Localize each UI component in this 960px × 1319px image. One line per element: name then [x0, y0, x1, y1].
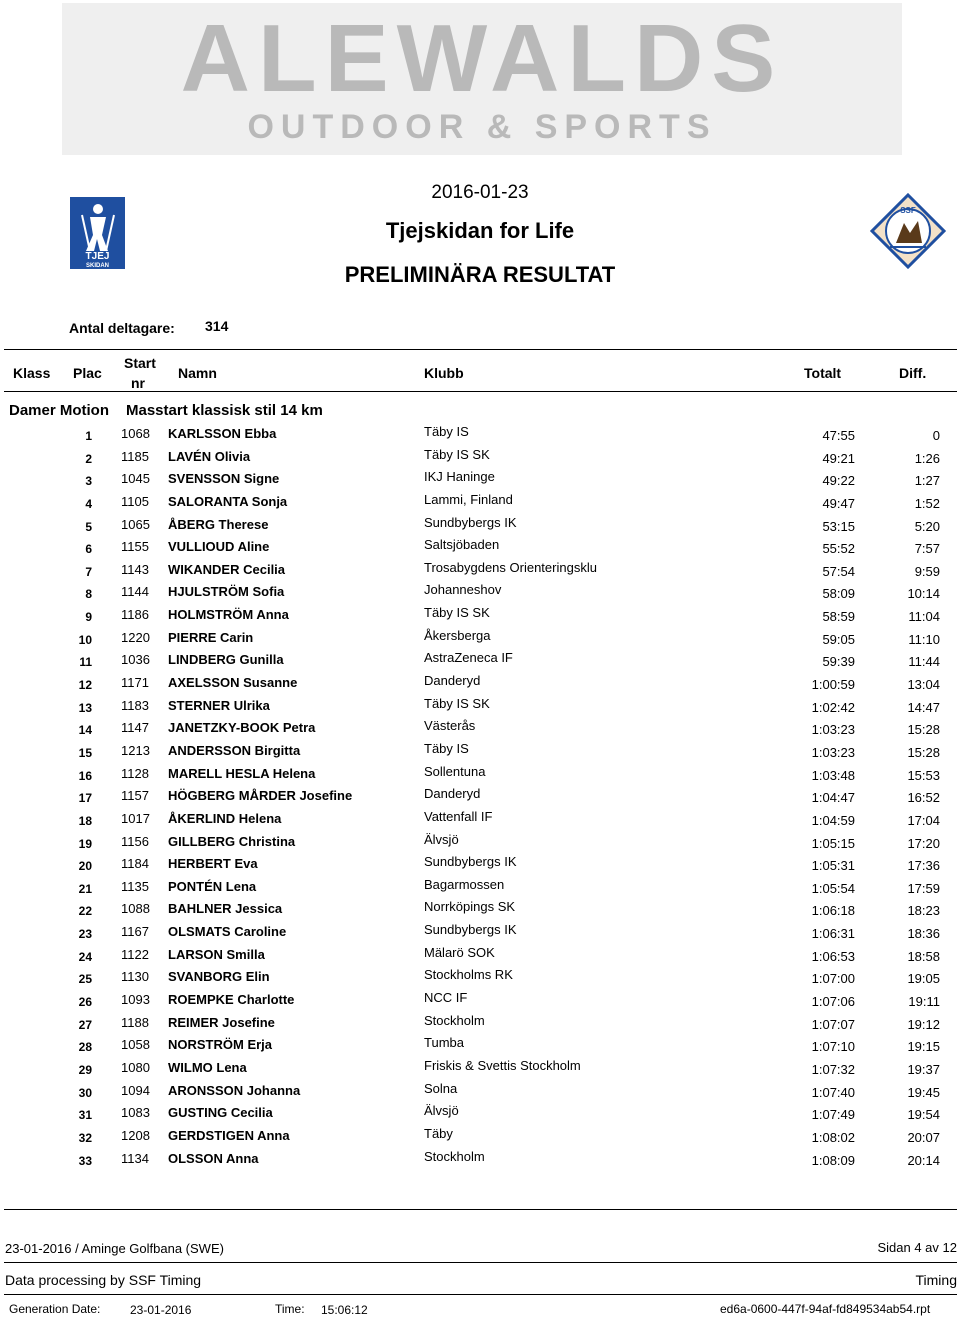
row-total-time: 1:04:47: [811, 790, 855, 806]
col-start-line1: Start: [124, 355, 156, 371]
row-diff: 19:37: [907, 1061, 940, 1077]
row-place: 21: [78, 881, 92, 896]
col-plac: Plac: [73, 365, 102, 381]
row-club: Täby IS SK: [424, 446, 490, 462]
row-place: 19: [78, 836, 92, 851]
row-start-number: 1188: [121, 1014, 149, 1030]
footer-processing: Data processing by SSF Timing: [5, 1272, 202, 1288]
row-club: Danderyd: [424, 786, 481, 802]
row-start-number: 1147: [121, 720, 149, 736]
col-klass: Klass: [13, 365, 51, 381]
table-row: [0, 875, 960, 898]
row-place: 28: [78, 1040, 92, 1055]
table-row: [0, 1079, 960, 1102]
table-row: [0, 852, 960, 875]
row-total-time: 1:05:31: [811, 858, 855, 874]
row-start-number: 1122: [121, 946, 149, 962]
row-place: 22: [78, 904, 92, 919]
logo-ssf-text: SSF: [900, 206, 916, 215]
row-club: Täby IS SK: [424, 695, 490, 711]
event-title: Tjejskidan for Life: [385, 218, 575, 243]
row-diff: 9:59: [914, 563, 940, 579]
row-place: 2: [85, 451, 92, 466]
row-place: 11: [79, 655, 92, 670]
row-start-number: 1080: [121, 1059, 150, 1075]
row-total-time: 1:06:31: [811, 926, 855, 942]
row-place: 3: [85, 474, 92, 489]
row-start-number: 1144: [121, 584, 149, 600]
row-name: WIKANDER Cecilia: [168, 561, 286, 577]
row-place: 23: [78, 927, 92, 942]
row-total-time: 1:07:49: [811, 1107, 855, 1123]
footer-generation-label: Generation Date:: [9, 1302, 101, 1316]
event-date: 2016-01-23: [431, 182, 529, 203]
sponsor-banner: [62, 3, 902, 155]
row-club: Sollentuna: [424, 763, 486, 779]
row-club: Älvsjö: [424, 831, 459, 847]
row-diff: 7:57: [914, 541, 940, 557]
col-namn: Namn: [178, 365, 217, 381]
row-start-number: 1128: [121, 765, 149, 781]
table-row: [0, 671, 960, 694]
row-name: WILMO Lena: [168, 1059, 247, 1075]
row-start-number: 1183: [121, 697, 149, 713]
row-diff: 1:27: [914, 473, 940, 489]
row-name: MARELL HESLA Helena: [168, 765, 316, 781]
row-diff: 13:04: [907, 677, 940, 693]
row-total-time: 1:07:32: [811, 1061, 855, 1077]
col-start-line2: nr: [131, 375, 145, 391]
table-row: [0, 445, 960, 468]
row-total-time: 58:59: [822, 609, 855, 625]
table-row: [0, 988, 960, 1011]
logo-tjej-text: TJEJ: [85, 251, 110, 262]
banner-title: ALEWALDS: [180, 5, 784, 112]
row-club: Norrköpings SK: [424, 899, 516, 915]
row-total-time: 1:07:06: [811, 994, 855, 1010]
row-diff: 20:14: [907, 1152, 940, 1168]
row-name: STERNER Ulrika: [168, 697, 270, 713]
row-name: SALORANTA Sonja: [168, 493, 288, 509]
row-start-number: 1083: [121, 1105, 150, 1121]
row-start-number: 1094: [121, 1082, 150, 1098]
row-start-number: 1156: [121, 833, 149, 849]
row-start-number: 1065: [121, 516, 150, 532]
row-total-time: 1:03:48: [811, 767, 855, 783]
header-rule-top: [4, 349, 957, 350]
row-start-number: 1045: [121, 471, 150, 487]
table-row: [0, 603, 960, 626]
row-club: AstraZeneca IF: [424, 650, 513, 666]
row-name: SVANBORG Elin: [168, 969, 270, 985]
row-diff: 1:52: [914, 495, 940, 511]
row-name: HERBERT Eva: [168, 856, 258, 872]
row-start-number: 1155: [121, 539, 149, 555]
row-club: Mälarö SOK: [424, 944, 495, 960]
table-row: [0, 490, 960, 513]
row-start-number: 1058: [121, 1037, 150, 1053]
row-total-time: 1:05:15: [811, 835, 855, 851]
row-name: BAHLNER Jessica: [168, 901, 283, 917]
row-name: REIMER Josefine: [168, 1014, 275, 1030]
header-rule-bottom: [4, 391, 957, 392]
row-start-number: 1185: [121, 448, 149, 464]
row-club: Johanneshov: [424, 582, 502, 598]
table-row: [0, 580, 960, 603]
row-diff: 20:07: [907, 1129, 940, 1145]
row-start-number: 1105: [121, 493, 149, 509]
footer-rule-2: [4, 1262, 957, 1263]
row-place: 17: [78, 791, 92, 806]
row-club: Danderyd: [424, 673, 481, 689]
row-total-time: 1:02:42: [811, 699, 855, 715]
row-total-time: 1:03:23: [811, 722, 855, 738]
row-name: PIERRE Carin: [168, 629, 254, 645]
row-total-time: 55:52: [822, 541, 855, 557]
row-diff: 19:05: [907, 971, 940, 987]
row-diff: 18:36: [907, 926, 940, 942]
row-place: 15: [78, 745, 92, 760]
results-table: [0, 422, 960, 1169]
row-diff: 1:26: [914, 450, 940, 466]
row-diff: 15:28: [907, 722, 940, 738]
row-name: GUSTING Cecilia: [168, 1105, 273, 1121]
row-diff: 17:36: [907, 858, 940, 874]
row-name: LAVÉN Olivia: [168, 448, 251, 464]
row-place: 26: [78, 995, 92, 1010]
row-club: Trosabygdens Orienteringsklu: [424, 559, 597, 575]
row-name: NORSTRÖM Erja: [168, 1037, 273, 1053]
row-diff: 14:47: [907, 699, 940, 715]
footer-date-location: 23-01-2016 / Aminge Golfbana (SWE): [5, 1241, 224, 1256]
row-name: SVENSSON Signe: [168, 471, 280, 487]
row-name: LARSON Smilla: [168, 946, 265, 962]
row-club: Saltsjöbaden: [424, 537, 500, 553]
row-club: Täby IS: [424, 424, 469, 439]
row-start-number: 1171: [121, 675, 149, 691]
row-place: 31: [78, 1108, 92, 1123]
row-name: ÅKERLIND Helena: [168, 810, 282, 826]
footer-timing: Timing: [915, 1272, 957, 1288]
row-total-time: 59:39: [822, 654, 855, 670]
table-row: [0, 897, 960, 920]
row-diff: 11:10: [908, 631, 940, 647]
row-club: Åkersberga: [424, 627, 491, 643]
table-row: [0, 943, 960, 966]
row-name: PONTÉN Lena: [168, 878, 257, 894]
row-start-number: 1068: [121, 426, 150, 441]
participants-label: Antal deltagare:: [69, 320, 175, 336]
row-total-time: 58:09: [822, 586, 855, 602]
row-club: NCC IF: [424, 990, 468, 1006]
row-place: 33: [78, 1153, 92, 1168]
row-diff: 19:45: [907, 1084, 940, 1100]
row-club: Sundbybergs IK: [424, 514, 517, 530]
row-place: 4: [85, 496, 92, 511]
row-start-number: 1220: [121, 629, 150, 645]
row-total-time: 57:54: [822, 563, 855, 579]
table-row: [0, 965, 960, 988]
row-total-time: 1:07:10: [811, 1039, 855, 1055]
row-name: HOLMSTRÖM Anna: [168, 607, 289, 623]
row-start-number: 1036: [121, 652, 150, 668]
row-start-number: 1017: [121, 810, 150, 826]
row-name: ANDERSSON Birgitta: [168, 742, 301, 758]
table-row: [0, 784, 960, 807]
row-place: 12: [78, 678, 92, 693]
row-start-number: 1134: [121, 1150, 149, 1166]
row-club: Sundbybergs IK: [424, 922, 517, 938]
row-total-time: 1:04:59: [811, 812, 855, 828]
row-name: ÅBERG Therese: [168, 516, 269, 532]
row-diff: 16:52: [907, 790, 940, 806]
row-place: 10: [78, 632, 92, 647]
row-place: 5: [85, 519, 92, 534]
class-name: Damer Motion: [9, 402, 110, 419]
row-place: 8: [85, 587, 92, 602]
table-row: [0, 1124, 960, 1147]
row-total-time: 49:21: [822, 450, 855, 466]
table-row: [0, 1101, 960, 1124]
table-row: [0, 422, 960, 445]
row-diff: 10:14: [907, 586, 940, 602]
row-total-time: 1:07:00: [811, 971, 855, 987]
row-place: 32: [78, 1130, 92, 1145]
row-name: ROEMPKE Charlotte: [168, 992, 295, 1008]
row-total-time: 49:22: [822, 473, 855, 489]
row-diff: 18:58: [907, 948, 940, 964]
table-row: [0, 762, 960, 785]
row-start-number: 1143: [121, 561, 149, 577]
row-total-time: 1:08:02: [811, 1129, 855, 1145]
row-diff: 17:59: [907, 880, 940, 896]
row-diff: 17:04: [907, 812, 940, 828]
row-place: 24: [78, 949, 92, 964]
row-club: Friskis & Svettis Stockholm: [424, 1057, 581, 1073]
table-row: [0, 535, 960, 558]
row-diff: 5:20: [914, 518, 940, 534]
row-total-time: 1:00:59: [811, 677, 855, 693]
row-name: JANETZKY-BOOK Petra: [168, 720, 316, 736]
row-total-time: 1:08:09: [811, 1152, 855, 1168]
row-place: 27: [78, 1017, 92, 1032]
row-name: VULLIOUD Aline: [168, 539, 270, 555]
table-row: [0, 648, 960, 671]
row-place: 16: [78, 768, 92, 783]
row-total-time: 1:07:07: [811, 1016, 855, 1032]
row-place: 25: [78, 972, 92, 987]
table-row: [0, 1011, 960, 1034]
row-total-time: 53:15: [822, 518, 855, 534]
row-total-time: 1:03:23: [811, 744, 855, 760]
row-place: 20: [78, 859, 92, 874]
logo-skidan-text: SKIDAN: [85, 263, 110, 269]
row-place: 6: [85, 542, 92, 557]
table-row: [0, 513, 960, 536]
col-klubb: Klubb: [424, 365, 464, 381]
row-place: 29: [78, 1062, 92, 1077]
table-row: [0, 739, 960, 762]
row-start-number: 1130: [121, 969, 149, 985]
row-total-time: 47:55: [822, 428, 855, 443]
row-total-time: 1:06:53: [811, 948, 855, 964]
row-diff: 19:11: [908, 994, 940, 1010]
table-row: [0, 694, 960, 717]
result-status: PRELIMINÄRA RESULTAT: [344, 262, 616, 287]
participants-value: 314: [205, 318, 229, 334]
row-name: GILLBERG Christina: [168, 833, 296, 849]
row-total-time: 1:05:54: [811, 880, 855, 896]
row-diff: 11:04: [908, 609, 940, 625]
footer-file-id: ed6a-0600-447f-94af-fd849534ab54.rpt: [720, 1302, 931, 1316]
table-row: [0, 716, 960, 739]
row-name: HÖGBERG MÅRDER Josefine: [168, 788, 353, 804]
footer-time-label: Time:: [275, 1302, 305, 1316]
footer-rule-3: [4, 1294, 957, 1295]
col-diff: Diff.: [899, 365, 927, 381]
row-diff: 19:15: [907, 1039, 940, 1055]
row-start-number: 1213: [121, 742, 150, 758]
row-diff: 19:54: [907, 1107, 940, 1123]
footer-time-value: 15:06:12: [321, 1303, 368, 1317]
table-row: [0, 920, 960, 943]
row-club: IKJ Haninge: [424, 469, 495, 485]
row-place: 13: [78, 700, 92, 715]
row-club: Älvsjö: [424, 1103, 459, 1119]
row-club: Lammi, Finland: [424, 491, 513, 507]
row-club: Täby: [424, 1125, 453, 1141]
row-club: Tumba: [424, 1035, 464, 1051]
row-diff: 15:53: [907, 767, 940, 783]
table-row: [0, 626, 960, 649]
row-start-number: 1167: [121, 924, 149, 940]
row-club: Stockholm: [424, 1012, 485, 1028]
row-club: Sundbybergs IK: [424, 854, 517, 870]
row-club: Täby IS SK: [424, 605, 490, 621]
row-place: 14: [78, 723, 92, 738]
row-diff: 17:20: [907, 835, 940, 851]
table-row: [0, 1033, 960, 1056]
table-row: [0, 807, 960, 830]
row-diff: 0: [932, 428, 940, 443]
row-club: Stockholm: [424, 1148, 485, 1164]
row-name: AXELSSON Susanne: [168, 675, 298, 691]
row-place: 30: [78, 1085, 92, 1100]
row-place: 9: [85, 610, 92, 625]
row-club: Stockholms RK: [424, 967, 513, 983]
row-name: HJULSTRÖM Sofia: [168, 584, 285, 600]
row-club: Vattenfall IF: [424, 808, 493, 824]
row-name: OLSSON Anna: [168, 1150, 259, 1166]
table-row: [0, 558, 960, 581]
row-total-time: 59:05: [822, 631, 855, 647]
footer-rule-1: [4, 1209, 957, 1210]
row-total-time: 1:07:40: [811, 1084, 855, 1100]
row-diff: 15:28: [907, 744, 940, 760]
table-row: [0, 1147, 960, 1170]
row-club: Täby IS: [424, 740, 469, 756]
footer-generation-value: 23-01-2016: [130, 1303, 192, 1317]
row-diff: 19:12: [907, 1016, 940, 1032]
footer-page-number: Sidan 4 av 12: [877, 1240, 957, 1255]
table-row: [0, 467, 960, 490]
row-club: Solna: [424, 1080, 458, 1096]
row-start-number: 1186: [121, 607, 149, 623]
table-row: [0, 1056, 960, 1079]
row-place: 1: [85, 429, 92, 443]
row-start-number: 1088: [121, 901, 150, 917]
row-total-time: 49:47: [822, 495, 855, 511]
row-name: LINDBERG Gunilla: [168, 652, 284, 668]
row-name: GERDSTIGEN Anna: [168, 1127, 290, 1143]
row-club: Bagarmossen: [424, 876, 505, 892]
row-name: OLSMATS Caroline: [168, 924, 287, 940]
row-start-number: 1093: [121, 992, 150, 1008]
row-start-number: 1184: [121, 856, 149, 872]
row-name: ARONSSON Johanna: [168, 1082, 301, 1098]
row-name: KARLSSON Ebba: [168, 426, 277, 441]
row-diff: 18:23: [907, 903, 940, 919]
row-start-number: 1157: [121, 788, 149, 804]
row-start-number: 1208: [121, 1127, 150, 1143]
class-description: Masstart klassisk stil 14 km: [126, 402, 323, 419]
col-totalt: Totalt: [804, 365, 842, 381]
banner-subtitle: OUTDOOR & SPORTS: [247, 108, 717, 146]
row-diff: 11:44: [908, 654, 940, 670]
row-place: 18: [78, 813, 92, 828]
row-club: Västerås: [424, 718, 476, 734]
row-total-time: 1:06:18: [811, 903, 855, 919]
table-row: [0, 830, 960, 853]
row-place: 7: [85, 564, 92, 579]
row-start-number: 1135: [121, 878, 149, 894]
